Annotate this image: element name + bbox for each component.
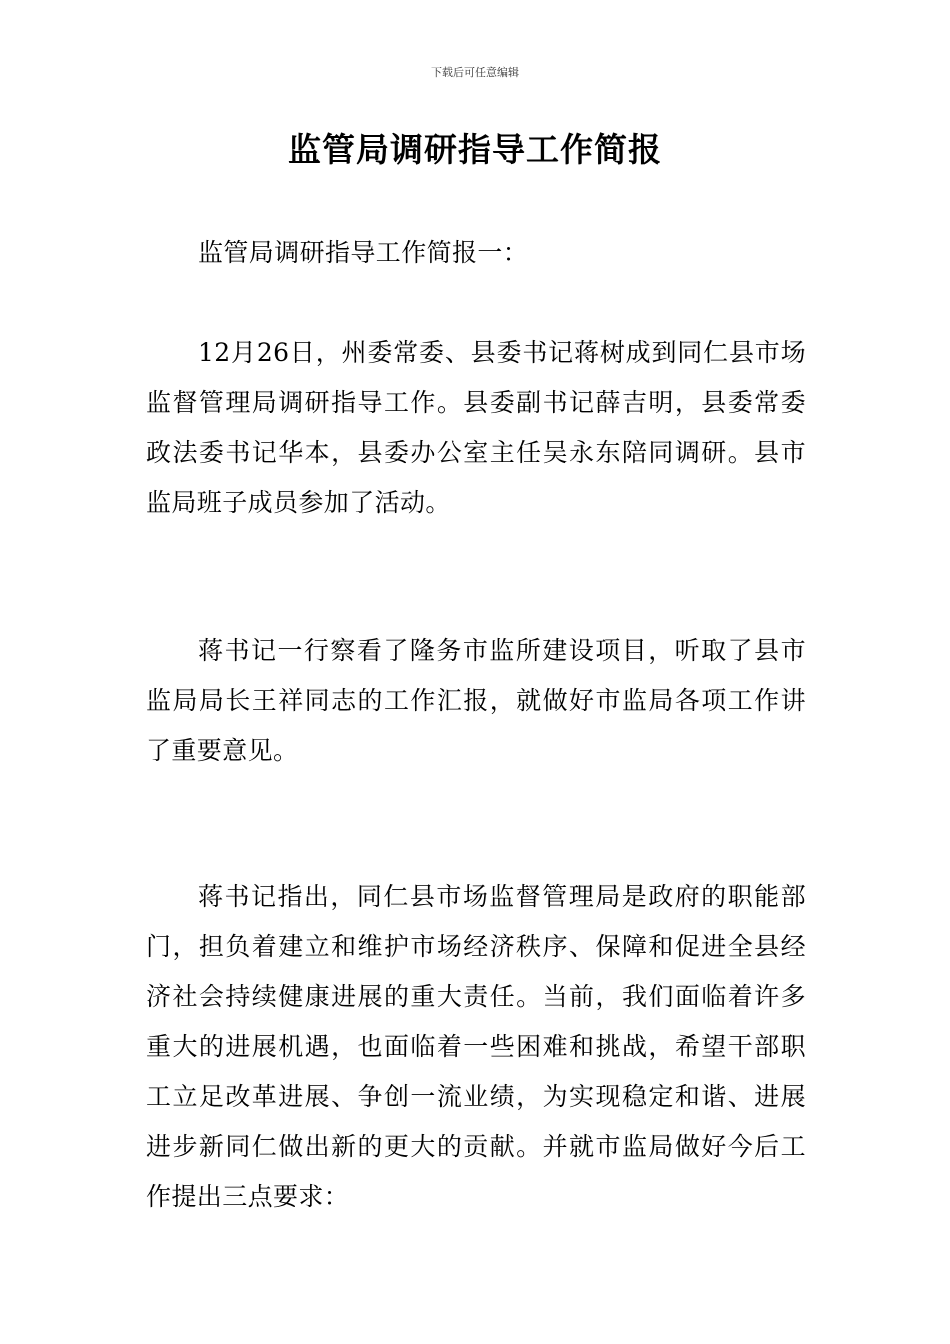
paragraph-3 [146,872,806,1222]
paragraph-2 [146,626,806,776]
header-note: 下载后可任意编辑 [431,66,519,79]
paragraph-text: 蒋书记指出，同仁县市场监督管理局是政府的职能部门，担负着建立和维护市场经济秩序、保障和促进全县经济社会持续健康进展的重大责任。当前，我们面临着许多重大的进展机遇，也面临着一些困难和挑战，希望干部职工立足改革进展、争创一流业绩，为实现稳定和谐、进展进步新同仁做出新的更大的贡献。并就市监局做好今后工作提出三点要求： [146,882,806,1211]
paragraph-text: 12月26日，州委常委、县委书记蒋树成到同仁县市场监督管理局调研指导工作。县委副书记薛吉明，县委常委政法委书记华本，县委办公室主任吴永东陪同调研。县市监局班子成员参加了活动。 [146,338,806,517]
paragraph-1 [146,328,806,528]
paragraph-text: 蒋书记一行察看了隆务市监所建设项目，听取了县市监局局长王祥同志的工作汇报，就做好市监局各项工作讲了重要意见。 [146,636,806,765]
section-heading-text: 监管局调研指导工作简报一： [198,238,529,267]
document-title: 监管局调研指导工作简报 [288,130,662,169]
section-heading [146,228,806,278]
